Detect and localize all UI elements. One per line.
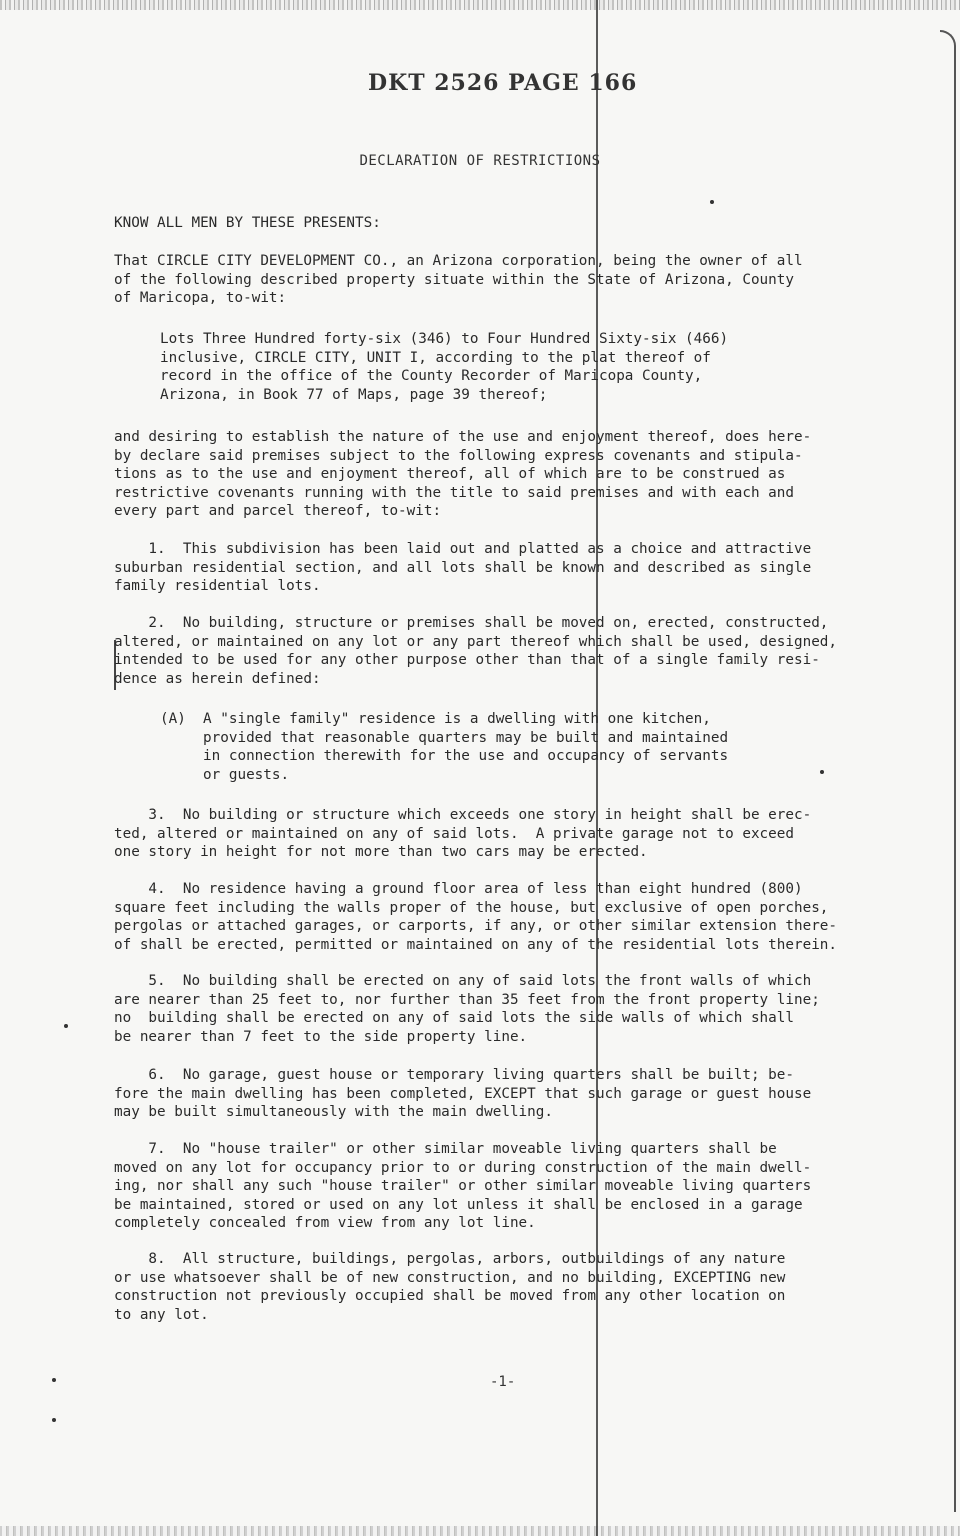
text-line: are nearer than 25 feet to, nor further than 35 feet from the front property line;: [114, 991, 820, 1008]
text-line: family residential lots.: [114, 578, 321, 595]
text-line: 5. No building shall be erected on any of said lots the front walls of which: [114, 973, 812, 989]
text-line: fore the main dwelling has been completed, EXCEPT that such garage or guest house: [114, 1085, 812, 1102]
intro-paragraph: [114, 252, 803, 308]
text-line: to any lot.: [114, 1306, 209, 1323]
text-line: dence as herein defined:: [114, 670, 321, 687]
scan-speck: [52, 1418, 56, 1422]
text-line: every part and parcel thereof, to-wit:: [114, 503, 442, 520]
text-line: suburban residential section, and all lots shall be known and described as single: [114, 559, 812, 576]
text-line: in connection therewith for the use and occupancy of servants: [160, 748, 729, 765]
paragraph-3: [114, 806, 811, 862]
text-line: inclusive, CIRCLE CITY, UNIT I, according to the plat thereof of: [160, 349, 711, 366]
text-line: restrictive covenants running with the title to said premises and with each and: [114, 484, 794, 501]
text-line: 3. No building or structure which exceeds one story in height shall be erec-: [114, 807, 812, 823]
legal-description: [160, 330, 728, 404]
text-line: intended to be used for any other purpose other than that of a single family resi-: [114, 652, 820, 669]
text-line: tions as to the use and enjoyment thereof, all of which are to be construed as: [114, 466, 786, 483]
text-line: ing, nor shall any such "house trailer" or other similar moveable living quarters: [114, 1178, 812, 1195]
document-title: DECLARATION OF RESTRICTIONS: [359, 153, 601, 169]
text-line: pergolas or attached garages, or carports, if any, or other similar extension there-: [114, 918, 838, 935]
scan-edge-top: [0, 0, 960, 10]
paragraph-8: [114, 1250, 785, 1324]
text-line: provided that reasonable quarters may be built and maintained: [160, 729, 729, 746]
text-line: ted, altered or maintained on any of said lots. A private garage not to exceed: [114, 825, 794, 842]
paragraph-2: [114, 614, 837, 688]
text-line: 8. All structure, buildings, pergolas, arbors, outbuildings of any nature: [114, 1251, 786, 1267]
text-line: of Maricopa, to-wit:: [114, 290, 287, 307]
scan-speck: [64, 1024, 68, 1028]
text-line: 2. No building, structure or premises shall be moved on, erected, constructed,: [114, 615, 829, 631]
text-line: construction not previously occupied shall be moved from any other location on: [114, 1288, 786, 1305]
scan-speck: [710, 200, 714, 204]
text-line: or guests.: [160, 766, 290, 783]
salutation: KNOW ALL MEN BY THESE PRESENTS:: [114, 215, 381, 231]
text-line: completely concealed from view from any lot line.: [114, 1215, 536, 1232]
text-line: record in the office of the County Recorder of Maricopa County,: [160, 368, 703, 385]
page-number: -1-: [490, 1374, 516, 1390]
text-line: That CIRCLE CITY DEVELOPMENT CO., an Arizona corporation, being the owner of all: [114, 253, 803, 269]
text-line: of the following described property situate within the State of Arizona, County: [114, 271, 794, 288]
text-line: 6. No garage, guest house or temporary living quarters shall be built; be-: [114, 1067, 794, 1083]
text-line: (A) A "single family" residence is a dwelling with one kitchen,: [160, 711, 711, 727]
text-line: Arizona, in Book 77 of Maps, page 39 thereof;: [160, 386, 548, 403]
text-line: or use whatsoever shall be of new construction, and no building, EXCEPTING new: [114, 1269, 786, 1286]
paragraph-1: [114, 540, 811, 596]
text-line: no building shall be erected on any of said lots the side walls of which shall: [114, 1010, 794, 1027]
paragraph-4: [114, 880, 837, 954]
scan-edge-bottom: [0, 1526, 960, 1536]
text-line: 4. No residence having a ground floor area of less than eight hundred (800): [114, 881, 803, 897]
paragraph-5: [114, 972, 820, 1046]
text-line: be maintained, stored or used on any lot unless it shall be enclosed in a garage: [114, 1196, 803, 1213]
paragraph-6: [114, 1066, 811, 1122]
text-line: one story in height for not more than two cars may be erected.: [114, 844, 648, 861]
book-page-stamp: DKT 2526 PAGE 166: [368, 70, 638, 96]
text-line: of shall be erected, permitted or maintained on any of the residential lots therein.: [114, 936, 838, 953]
text-line: may be built simultaneously with the main dwelling.: [114, 1104, 553, 1121]
text-line: moved on any lot for occupancy prior to or during construction of the main dwell-: [114, 1159, 812, 1176]
text-line: by declare said premises subject to the following express covenants and stipula-: [114, 447, 803, 464]
text-line: altered, or maintained on any lot or any part thereof which shall be used, designed,: [114, 633, 838, 650]
text-line: and desiring to establish the nature of the use and enjoyment thereof, does here-: [114, 429, 812, 445]
text-line: 1. This subdivision has been laid out and platted as a choice and attractive: [114, 541, 812, 557]
text-line: Lots Three Hundred forty-six (346) to Four Hundred Sixty-six (466): [160, 331, 729, 347]
paragraph-7: [114, 1140, 811, 1233]
paragraph-2a: [160, 710, 728, 784]
preamble-paragraph: [114, 428, 811, 521]
text-line: square feet including the walls proper of the house, but exclusive of open porches,: [114, 899, 829, 916]
text-line: be nearer than 7 feet to the side property line.: [114, 1028, 528, 1045]
scan-speck: [52, 1378, 56, 1382]
page-edge-right: [940, 30, 956, 1512]
text-line: 7. No "house trailer" or other similar moveable living quarters shall be: [114, 1141, 777, 1157]
scan-speck: [820, 770, 824, 774]
